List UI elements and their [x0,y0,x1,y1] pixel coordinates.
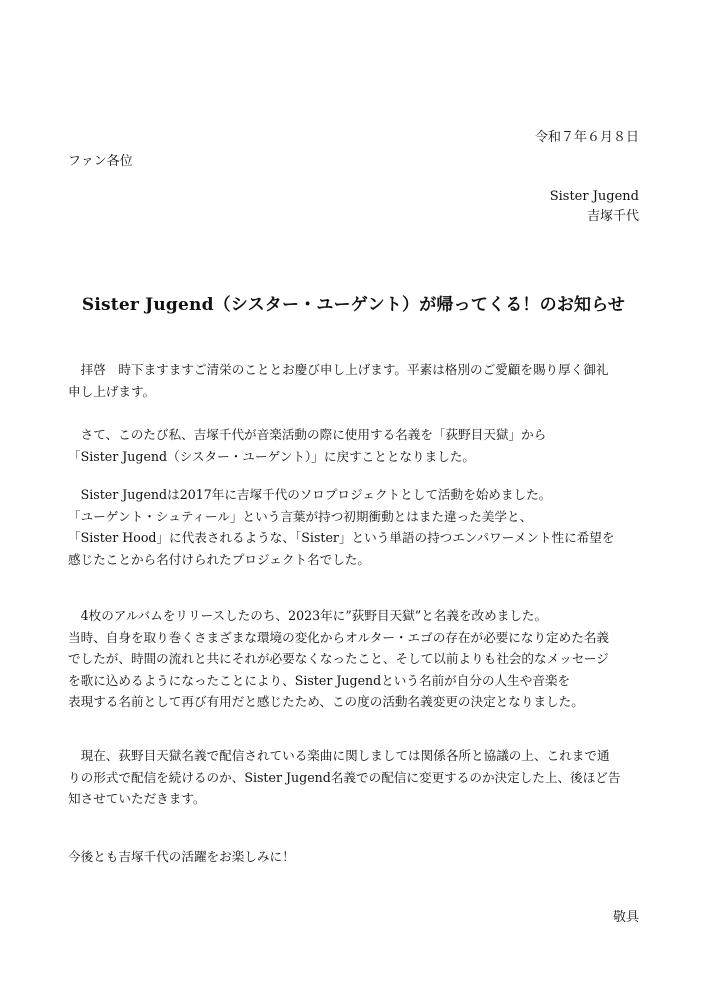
paragraph-greeting [68,359,639,402]
text-line: 4枚のアルバムをリリースしたのち、2023年に”荻野目天獄”と名義を改めました。 [68,608,548,623]
page-title: Sister Jugend（シスター・ユーゲント）が帰ってくる！のお知らせ [81,295,626,315]
paragraph-history [68,484,639,570]
text-line: を歌に込めるようになったことにより、Sister Jugendという名前が自分の人生や音楽を [68,672,571,688]
paragraph-distribution [68,745,639,810]
text-line: でしたが、時間の流れと共にそれが必要なくなったこと、そして以前よりも社会的なメッセージ [68,651,609,666]
recipient: ファン各位 [68,154,133,169]
paragraph-reason [68,605,639,713]
text-line: 表現する名前として再び有用だと感じたため、この度の活動名義変更の決定となりました。 [68,694,584,709]
text-line: りの形式で配信を続けるのか、Sister Jugend名義での配信に変更するのか決定した上、後ほど告 [68,769,621,785]
closing-salutation: 敬具 [612,910,639,925]
paragraph-name-change [68,424,639,467]
closing-message: 今後とも吉塚千代の活躍をお楽しみに！ [68,849,295,864]
letter-date: 令和７年６月８日 [534,130,639,145]
text-line: 現在、荻野目天獄名義で配信されている楽曲に関しましては関係各所と協議の上、これまで通 [68,748,610,763]
text-line: 「Sister Hood」に代表されるような、「Sister」という単語の持つエンパワーメント性に希望を [68,530,615,545]
text-line: 知させていただきます。 [68,791,206,806]
text-line: 当時、自身を取り巻くさまざまな環境の変化からオルター・エゴの存在が必要になり定めた名義 [68,629,610,645]
text-line: 申し上げます。 [68,383,156,399]
text-line: 「ユーゲント・シュティール」という言葉が持つ初期衝動とはまた違った美学と、 [68,508,533,524]
text-line: Sister Jugendは2017年に吉塚千代のソロプロジェクトとして活動を始めました。 [68,487,552,502]
sender-name: Sister Jugend [549,189,639,204]
sender-person: 吉塚千代 [586,209,639,224]
sender-block [550,187,639,227]
text-line: 拝啓 時下ますますご清栄のこととお慶び申し上げます。平素は格別のご愛顧を賜り厚く御礼 [68,362,609,377]
text-line: 「Sister Jugend（シスター・ユーゲント）」に戻すことと​なりました。 [68,448,476,464]
text-line: さて、このたび私、吉塚千代が音楽活動の際に使用する名義を「荻野目天獄」から [68,427,547,442]
text-line: 感じたことから名付けられたプロジェクト名でした。 [68,551,370,567]
